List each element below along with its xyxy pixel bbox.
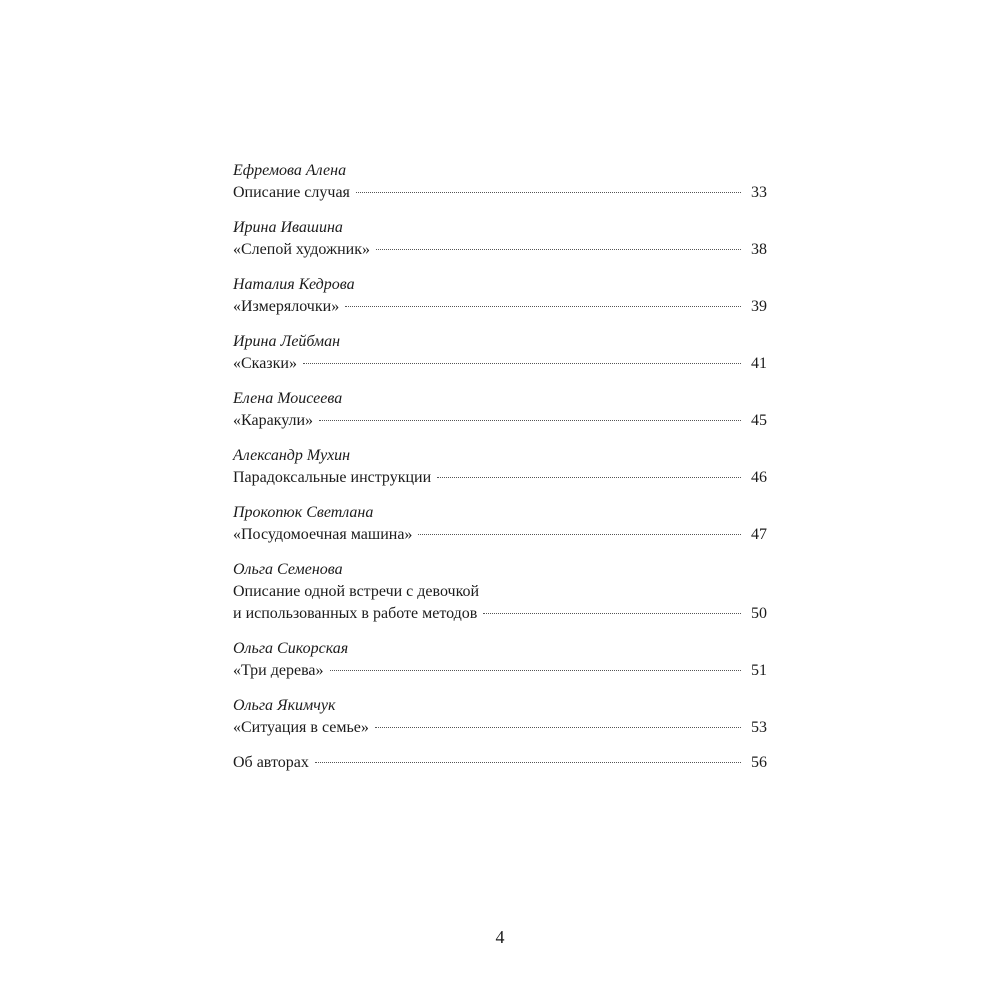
toc-title-line: [233, 410, 767, 432]
toc-title-first-line: Описание одной встречи с девочкой: [233, 583, 480, 600]
dot-leader: [330, 670, 741, 671]
toc-page-number: 51: [751, 662, 767, 679]
toc-page-number: 46: [751, 469, 767, 486]
toc-entry: [233, 217, 767, 261]
toc-entry: [233, 160, 767, 204]
toc-page-number: 45: [751, 412, 767, 429]
toc-author: Александр Мухин: [233, 447, 351, 464]
dot-leader: [345, 306, 741, 307]
toc-title: «Ситуация в семье»: [233, 719, 369, 736]
toc-title-line: [233, 467, 767, 489]
toc-page-number: 47: [751, 526, 767, 543]
toc-author: Ольга Якимчук: [233, 697, 336, 714]
toc-page-number: 56: [751, 754, 767, 771]
toc-author: Ольга Сикорская: [233, 640, 349, 657]
toc-author: Наталия Кедрова: [233, 276, 355, 293]
toc-title: «Слепой художник»: [233, 241, 370, 258]
toc-page-number: 38: [751, 241, 767, 258]
toc-title-line: [233, 660, 767, 682]
toc-page-number: 39: [751, 298, 767, 315]
toc-title: Об авторах: [233, 754, 309, 771]
dot-leader: [319, 420, 741, 421]
toc-title: «Измерялочки»: [233, 298, 340, 315]
toc-author: Ольга Семенова: [233, 561, 343, 578]
toc-entry: [233, 388, 767, 432]
toc-page-number: 50: [751, 605, 767, 622]
toc-title-line: [233, 717, 767, 739]
dot-leader: [483, 613, 741, 614]
toc-author: Ирина Лейбман: [233, 333, 341, 350]
dot-leader: [418, 534, 741, 535]
toc-page-number: 41: [751, 355, 767, 372]
toc-page-number: 33: [751, 184, 767, 201]
toc-entry: [233, 638, 767, 682]
toc-title: Описание случая: [233, 184, 350, 201]
toc-entry-about-authors: [233, 752, 767, 774]
toc-title-line: [233, 182, 767, 204]
toc-page-number: 53: [751, 719, 767, 736]
toc-entry: [233, 274, 767, 318]
toc-title-line: [233, 353, 767, 375]
toc-author: Ирина Ивашина: [233, 219, 343, 236]
toc-title-line: [233, 239, 767, 261]
toc-author: Ефремова Алена: [233, 162, 347, 179]
toc-title-line: [233, 752, 767, 774]
table-of-contents: [233, 160, 767, 787]
dot-leader: [303, 363, 741, 364]
toc-entry: [233, 331, 767, 375]
toc-entry: [233, 445, 767, 489]
toc-entry: [233, 502, 767, 546]
toc-title: «Каракули»: [233, 412, 314, 429]
dot-leader: [375, 727, 741, 728]
toc-title: Парадоксальные инструкции: [233, 469, 432, 486]
dot-leader: [315, 762, 741, 763]
page-number: 4: [495, 927, 505, 947]
toc-title: «Посудомоечная машина»: [233, 526, 413, 543]
toc-title: «Сказки»: [233, 355, 297, 372]
toc-title: и использованных в работе методов: [233, 605, 478, 622]
dot-leader: [437, 477, 741, 478]
toc-author: Прокопюк Светлана: [233, 504, 374, 521]
dot-leader: [356, 192, 741, 193]
dot-leader: [376, 249, 741, 250]
toc-title-line: [233, 296, 767, 318]
toc-title-line: [233, 603, 767, 625]
toc-author: Елена Моисеева: [233, 390, 343, 407]
toc-entry: [233, 559, 767, 625]
toc-title: «Три дерева»: [233, 662, 324, 679]
toc-title-line: [233, 524, 767, 546]
toc-entry: [233, 695, 767, 739]
